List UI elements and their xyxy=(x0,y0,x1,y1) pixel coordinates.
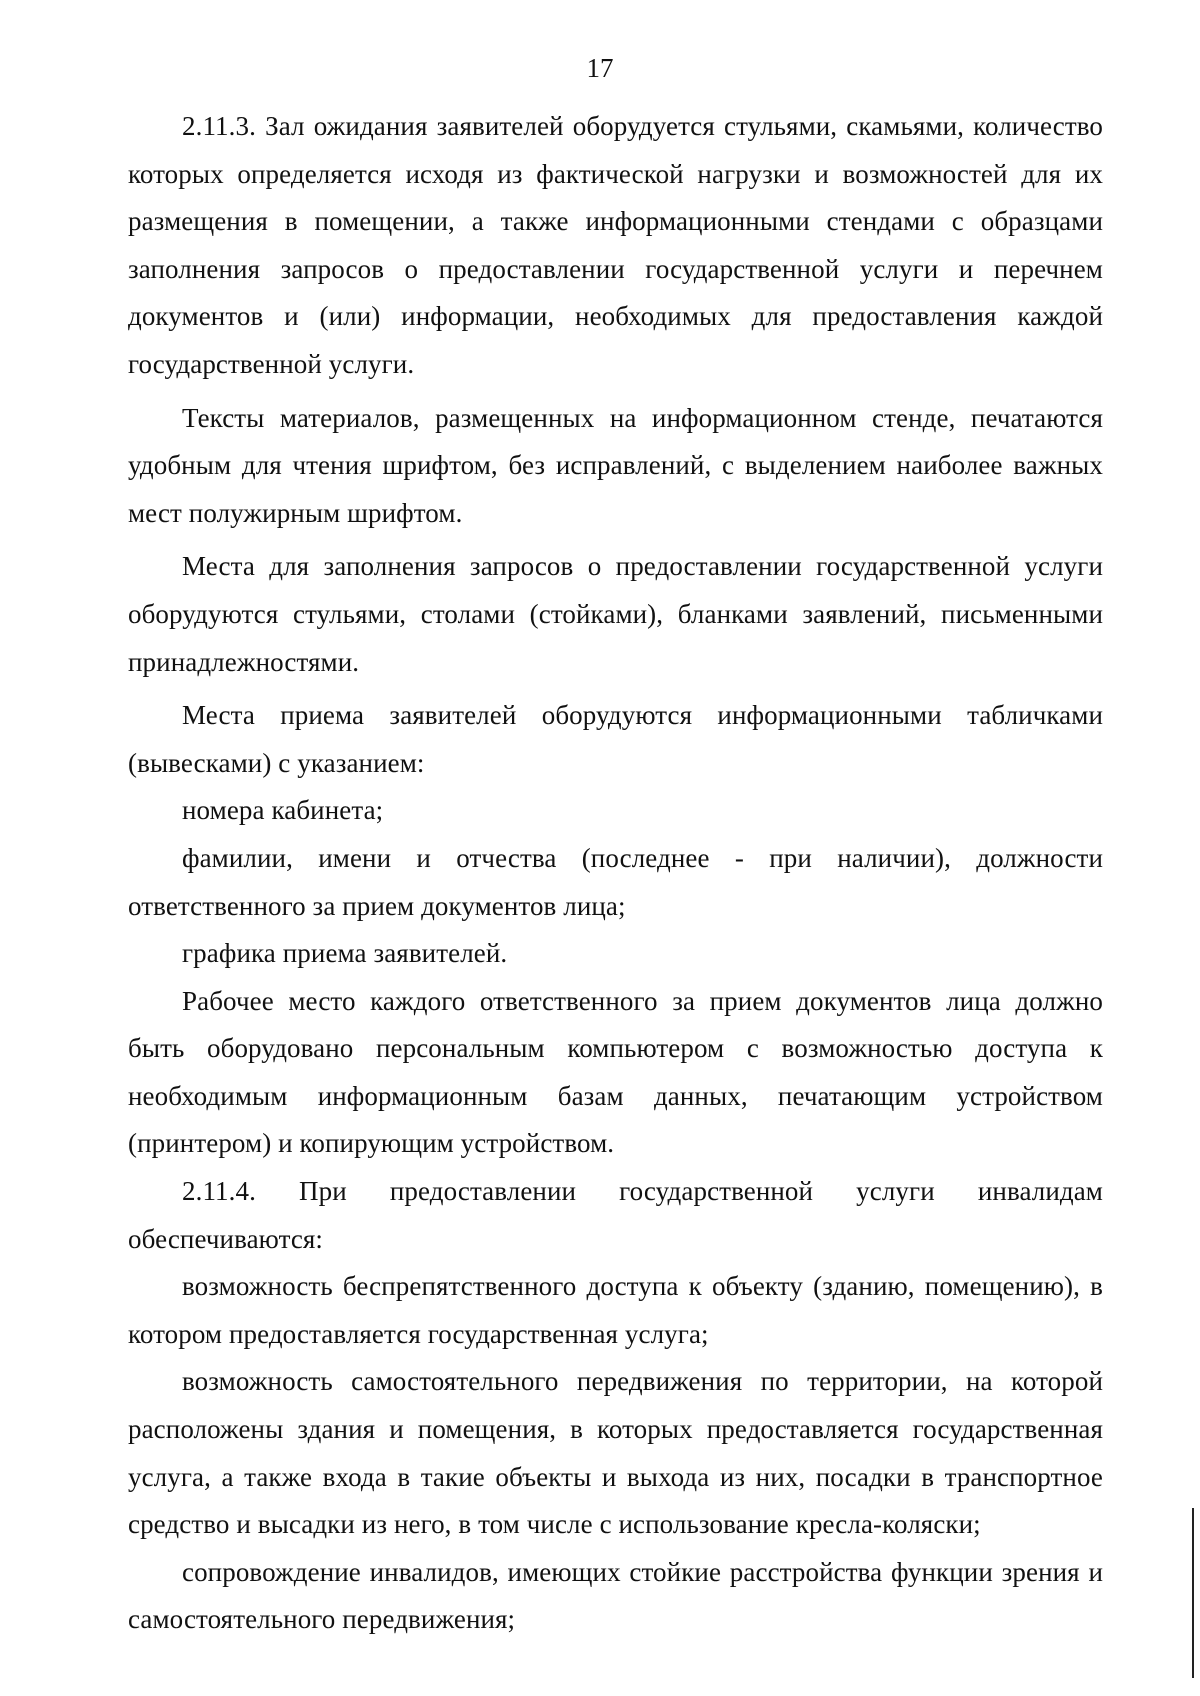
list-item-unobstructed-access: возможность беспрепятственного доступа к объекту (зданию, помещению), в котором предоставляется государственная услуга; xyxy=(128,1271,1103,1349)
paragraph-2-11-4: 2.11.4. При предоставлении государственной услуги инвалидам обеспечиваются: xyxy=(128,1176,1103,1254)
paragraph-2-11-3: 2.11.3. Зал ожидания заявителей оборудуется стульями, скамьями, количество которых определяется исходя из фактической нагрузки и возможностей для их размещения в помещении, а также информационными стендами с образцами заполнения запросов о предоставлении государственной услуги и перечнем документов и (или) информации, необходимых для предоставления каждой государственной услуги. xyxy=(128,111,1103,379)
list-item-escort: сопровождение инвалидов, имеющих стойкие расстройства функции зрения и самостоятельного передвижения; xyxy=(128,1556,1103,1635)
list-item-cabinet-number: номера кабинета; xyxy=(182,795,384,826)
document-body xyxy=(128,103,1103,1644)
list-item-reception-schedule: графика приема заявителей. xyxy=(182,938,508,969)
scan-edge-line xyxy=(1192,1508,1194,1678)
paragraph-workplace: Рабочее место каждого ответственного за прием документов лица должно быть оборудовано персональным компьютером с возможностью доступа к необходимым информационным базам данных, печатающим устройством (принтером) и копирующим устройством. xyxy=(128,985,1103,1159)
paragraph-reception-places: Места приема заявителей оборудуются информационными табличками (вывесками) с указанием: xyxy=(128,700,1103,778)
list-item-responsible-name: фамилии, имени и отчества (последнее - при наличии), должности ответственного за прием документов лица; xyxy=(128,842,1103,921)
list-item-independent-movement: возможность самостоятельного передвижения по территории, на которой расположены здания и помещения, в которых предоставляется государственная услуга, а также входа в такие объекты и выхода из них, посадки в транспортное средство и высадки из него, в том числе с использование кресла-коляски; xyxy=(128,1366,1103,1540)
page-number: 17 xyxy=(586,53,614,83)
paragraph-stand-texts: Тексты материалов, размещенных на информационном стенде, печатаются удобным для чтения шрифтом, без исправлений, с выделением наиболее важных мест полужирным шрифтом. xyxy=(128,402,1103,528)
paragraph-filling-places: Места для заполнения запросов о предоставлении государственной услуги оборудуются стульями, столами (стойками), бланками заявлений, письменными принадлежностями. xyxy=(128,551,1103,677)
